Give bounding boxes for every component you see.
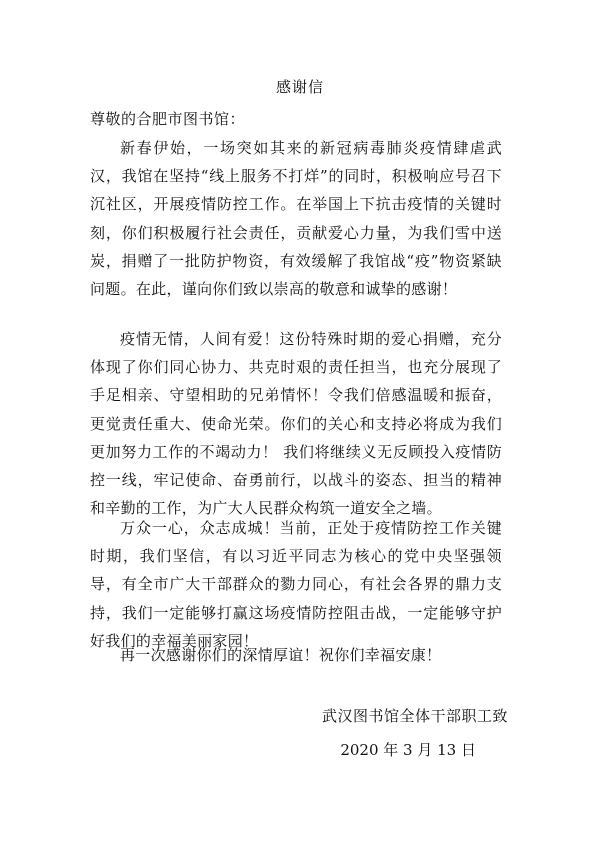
paragraph-3: 万众一心，众志成城！当前，正处于疫情防控工作关键时期，我们坚信，有以习近平同志为核心的党中央坚强领导，有全市广大干部群众的勠力同心，有社会各界的鼎力支持，我们一定能够打赢这场疫情防控阻击战，一定能够守护好我们的幸福美丽家园！ bbox=[90, 519, 502, 650]
paragraph-2: 疫情无情，人间有爱！这份特殊时期的爱心捐赠，充分体现了你们同心协力、共克时艰的责任担当，也充分展现了手足相亲、守望相助的兄弟情怀！令我们倍感温暖和振奋，更觉责任重大、使命光荣。你们的关心和支持必将成为我们更加努力工作的不竭动力！ 我们将继续义无反顾投入疫情防控一线，牢记使命、奋勇前行，以战斗的姿态、担当的精神和辛勤的工作，为广大人民群众构筑一道安全之墙。 bbox=[90, 330, 502, 518]
letter-date: 2020 年 3 月 13 日 bbox=[340, 741, 476, 759]
paragraph-4: 再一次感谢你们的深情厚谊！祝你们幸福安康！ bbox=[120, 646, 442, 664]
paragraph-1: 新春伊始，一场突如其来的新冠病毒肺炎疫情肆虐武汉，我馆在坚持“线上服务不打烊”的同时，积极响应号召下沉社区，开展疫情防控工作。在举国上下抗击疫情的关键时刻，你们积极履行社会责任，贡献爱心力量，为我们雪中送炭，捐赠了一批防护物资，有效缓解了我馆战“疫”物资紧缺问题。在此，谨向你们致以崇高的敬意和诚挚的感谢！ bbox=[90, 139, 502, 299]
letter-title: 感谢信 bbox=[275, 78, 324, 96]
salutation: 尊敬的合肥市图书馆： bbox=[90, 110, 246, 128]
signature: 武汉图书馆全体干部职工致 bbox=[321, 707, 508, 725]
